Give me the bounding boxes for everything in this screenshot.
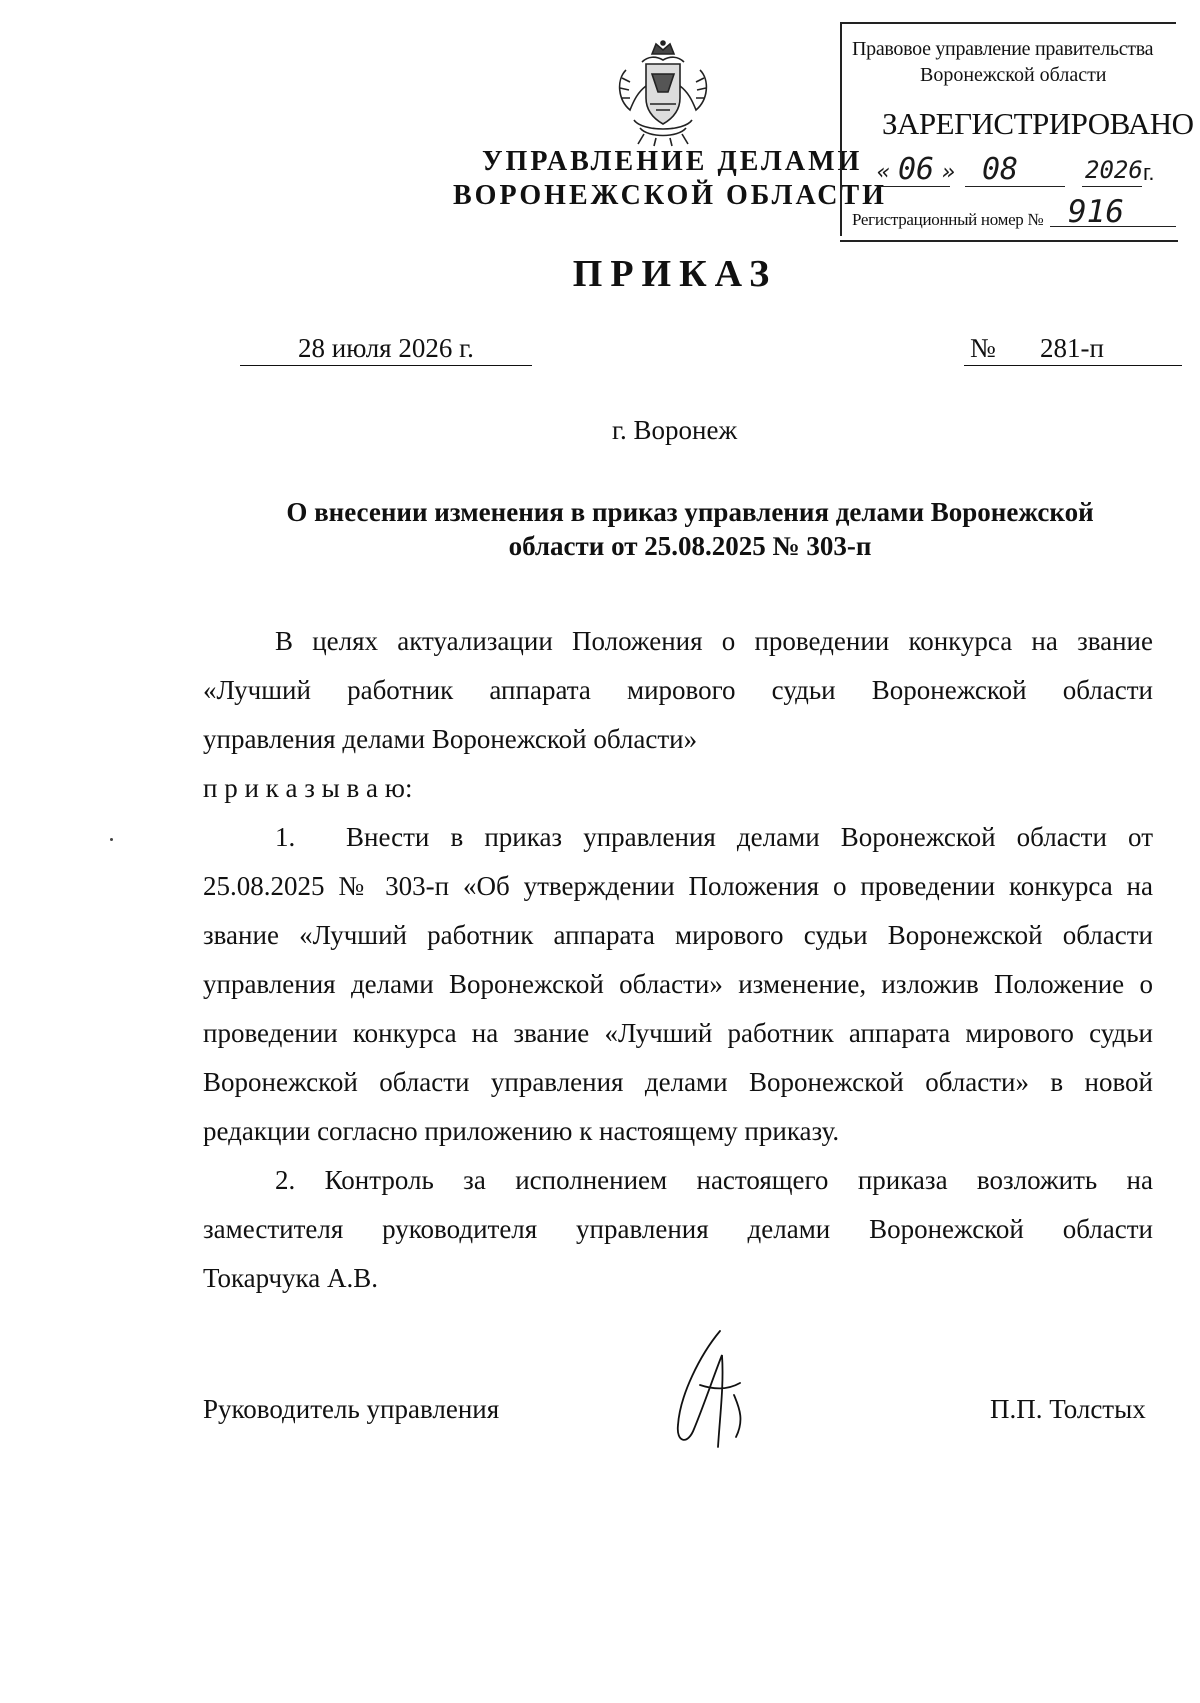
item1-line1: Внести в приказ управления делами Воронежской области от [346, 822, 1153, 852]
city: г. Воронеж [612, 415, 738, 445]
stamp-year: 2026 [1085, 156, 1143, 184]
stamp-year-underline [1082, 186, 1142, 187]
stamp-border [840, 240, 1178, 242]
stamp-regno: 916 [1068, 194, 1124, 230]
document-title: ПРИКАЗ [572, 253, 778, 295]
intro-line3: управления делами Воронежской области» [203, 724, 698, 754]
signatory-name: П.П. Толстых [990, 1394, 1146, 1424]
stamp-day: 06 [898, 152, 935, 187]
item1-line5: проведении конкурса на звание «Лучший работник аппарата мирового судьи [203, 1018, 1153, 1048]
stamp-quote-close: » [942, 160, 956, 185]
order-subject [240, 495, 1140, 563]
stamp-registered-label: ЗАРЕГИСТРИРОВАНО [882, 106, 1194, 141]
org-name-line1: УПРАВЛЕНИЕ ДЕЛАМИ [482, 146, 863, 177]
item1-line2: 25.08.2025 № 303-п «Об утверждении Положения о проведении конкурса на [203, 871, 1153, 901]
order-number: 281-п [1040, 333, 1104, 363]
date-underline [240, 365, 532, 366]
intro-line2: «Лучший работник аппарата мирового судьи Воронежской области [203, 675, 1153, 705]
item2-line2: заместителя руководителя управления делами Воронежской области [203, 1214, 1153, 1244]
item2-line3: Токарчука А.В. [203, 1263, 379, 1293]
number-underline [964, 365, 1182, 366]
stamp-year-suffix: г. [1143, 160, 1155, 185]
intro-line1: В целях актуализации Положения о проведении конкурса на звание [275, 626, 1153, 656]
stamp-quote-open: « [877, 160, 891, 185]
stamp-month: 08 [982, 152, 1019, 187]
scan-speck [110, 838, 113, 841]
subject-line2: области от 25.08.2025 № 303-п [508, 531, 872, 561]
stamp-regno-underline [1050, 226, 1176, 227]
coat-of-arms-emblem [612, 40, 714, 148]
item2-line1: 2. Контроль за исполнением настоящего приказа возложить на [275, 1165, 1153, 1195]
order-word: п р и к а з ы в а ю: [203, 773, 413, 803]
stamp-month-underline [965, 186, 1065, 187]
item1-number: 1. [275, 822, 296, 852]
stamp-day-underline [880, 186, 950, 187]
order-date: 28 июля 2026 г. [298, 333, 474, 363]
order-number-sign: № [970, 333, 996, 363]
item1-line7: редакции согласно приложению к настоящему приказу. [203, 1116, 840, 1146]
handwritten-signature [660, 1325, 780, 1455]
stamp-authority-line2: Воронежской области [920, 64, 1107, 86]
item1-line3: звание «Лучший работник аппарата мирового судьи Воронежской области [203, 920, 1153, 950]
stamp-regno-label: Регистрационный номер № [852, 210, 1044, 229]
subject-line1: О внесении изменения в приказ управления делами Воронежской [286, 497, 1094, 527]
org-name-line2: ВОРОНЕЖСКОЙ ОБЛАСТИ [453, 180, 887, 211]
signatory-position: Руководитель управления [203, 1394, 500, 1424]
item1-line4: управления делами Воронежской области» изменение, изложив Положение о [203, 969, 1153, 999]
item1-line6: Воронежской области управления делами Воронежской области» в новой [203, 1067, 1153, 1097]
stamp-authority-line1: Правовое управление правительства [852, 38, 1154, 60]
